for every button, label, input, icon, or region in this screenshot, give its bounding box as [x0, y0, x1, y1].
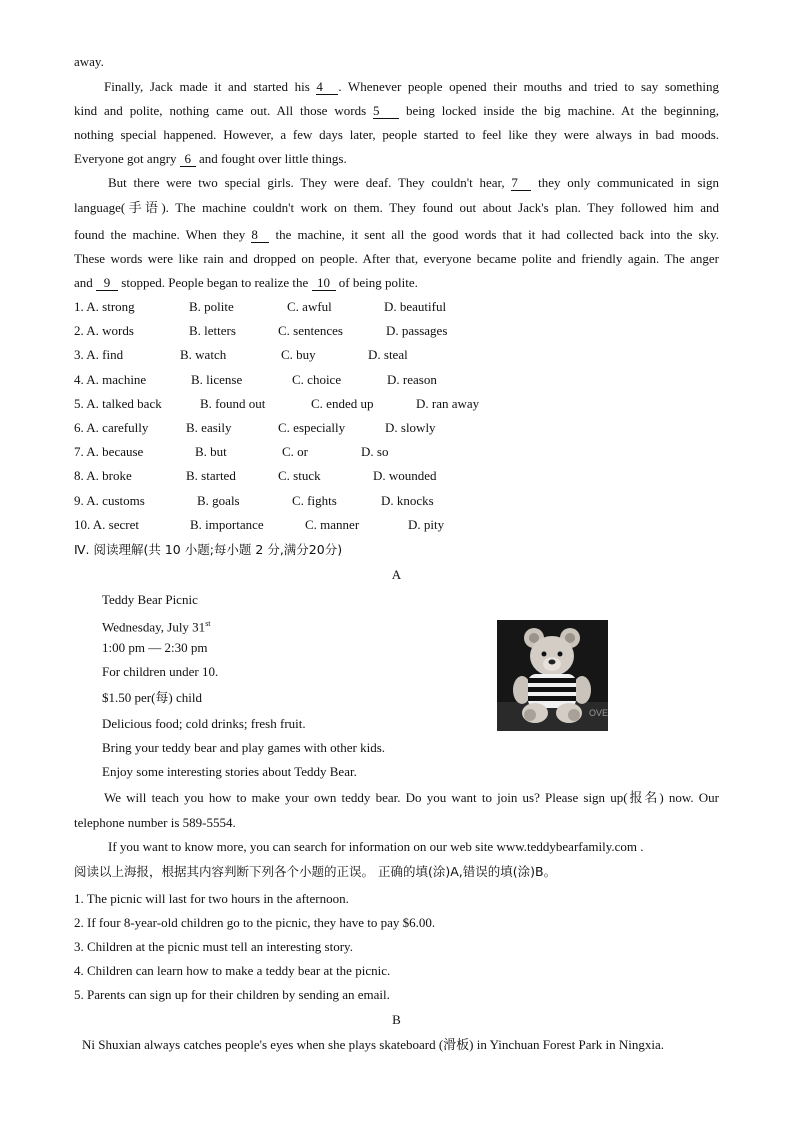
question-option-c: C. fights	[292, 492, 337, 508]
poster-enjoy: Enjoy some interesting stories about Teddy Bear.	[102, 764, 357, 779]
question-option-b: B. started	[186, 468, 236, 484]
instruction: 阅读以上海报，根据其内容判断下列各个小题的正误。 正确的填(涂)A,错误的填(涂)B。	[74, 864, 557, 879]
question-option-d: D. reason	[387, 371, 437, 387]
question-option-b: B. watch	[180, 347, 227, 363]
passage-b-line: Ni Shuxian always catches people's eyes when she plays skateboard (滑板) in Yinchuan Forest Park in Ningxia.	[82, 1037, 665, 1052]
question-option-a: 4. A. machine	[74, 371, 147, 387]
cloze-line: found the machine. When they 8 the machine, it sent all the good words that it had collected back into the sky.	[74, 227, 719, 242]
blank-8: 8	[251, 228, 269, 243]
poster-audience: For children under 10.	[102, 664, 219, 679]
question-option-d: D. beautiful	[384, 299, 447, 314]
question-option-a: 9. A. customs	[74, 492, 145, 508]
question-option-c: C. manner	[305, 516, 360, 532]
cloze-line: away.	[74, 54, 104, 69]
cloze-line: Everyone got angry 6 and fought over little things.	[74, 151, 347, 166]
question-option-b: B. found out	[200, 395, 266, 411]
question-option-a: 5. A. talked back	[74, 395, 162, 411]
question-option-c: C. sentences	[278, 323, 343, 339]
passage-a-body: We will teach you how to make your own teddy bear. Do you want to join us? Please sign up(报名) now. Our	[104, 790, 719, 805]
blank-7: 7	[511, 176, 531, 191]
question-option-d: D. knocks	[381, 492, 434, 508]
question-option-c: C. ended up	[311, 395, 374, 411]
question-option-a: 6. A. carefully	[74, 420, 149, 435]
cloze-line: But there were two special girls. They were deaf. They couldn't hear, 7 they only communicated in sign	[108, 175, 719, 190]
blank-5: 5	[373, 104, 399, 119]
question-option-a: 2. A. words	[74, 323, 134, 339]
poster-bring: Bring your teddy bear and play games with other kids.	[102, 740, 386, 755]
passage-a-body: telephone number is 589-5554.	[74, 815, 236, 830]
question-option-d: D. so	[361, 444, 389, 460]
question-option-d: D. pity	[408, 516, 445, 532]
photo-text: OVE	[589, 708, 608, 718]
question-option-d: D. wounded	[373, 468, 437, 484]
statement: 4. Children can learn how to make a teddy bear at the picnic.	[74, 963, 391, 978]
question-option-b: B. polite	[189, 299, 234, 314]
cloze-line: and 9 stopped. People began to realize the 10 of being polite.	[74, 275, 418, 290]
poster-price: $1.50 per(每) child	[102, 690, 203, 705]
teddy-bear-icon	[497, 620, 608, 731]
blank-4: 4	[316, 80, 338, 95]
question-option-b: B. license	[191, 371, 243, 387]
question-option-c: C. awful	[287, 299, 332, 314]
cloze-line: These words were like rain and dropped on people. After that, everyone became polite and friendly again. The anger	[74, 251, 719, 266]
poster-date: Wednesday, July 31st	[102, 619, 211, 635]
question-option-d: D. slowly	[385, 420, 436, 435]
question-option-c: C. buy	[281, 347, 316, 363]
poster-title: Teddy Bear Picnic	[102, 592, 198, 607]
blank-9: 9	[96, 276, 118, 291]
passage-b-label: B	[392, 1012, 401, 1027]
question-option-a: 10. A. secret	[74, 516, 139, 532]
blank-10: 10	[312, 276, 336, 291]
question-option-c: C. especially	[278, 420, 346, 435]
question-option-a: 3. A. find	[74, 347, 124, 363]
statement: 3. Children at the picnic must tell an interesting story.	[74, 939, 353, 954]
question-option-b: B. letters	[189, 323, 236, 339]
question-option-a: 1. A. strong	[74, 299, 135, 314]
passage-a-website: If you want to know more, you can search for information on our web site www.teddybearfamily.com .	[108, 839, 644, 854]
question-option-d: D. steal	[368, 347, 408, 363]
cloze-line: language(手语). The machine couldn't work on them. They found out about Jack's plan. They followed him and	[74, 200, 719, 215]
poster-time: 1:00 pm — 2:30 pm	[102, 640, 208, 655]
question-option-b: B. importance	[190, 516, 264, 532]
question-option-c: C. or	[282, 444, 308, 460]
poster-food: Delicious food; cold drinks; fresh fruit.	[102, 716, 306, 731]
statement: 1. The picnic will last for two hours in the afternoon.	[74, 891, 349, 906]
question-option-b: B. but	[195, 444, 227, 460]
question-option-d: D. passages	[386, 323, 448, 339]
question-option-c: C. stuck	[278, 468, 321, 484]
cloze-line: nothing special happened. However, a few days later, people started to feel like they were always in bad moods.	[74, 127, 719, 142]
passage-a-label: A	[391, 567, 402, 582]
question-option-b: B. goals	[197, 492, 240, 508]
question-option-d: D. ran away	[416, 395, 480, 411]
section-heading: Ⅳ. 阅读理解(共 10 小题;每小题 2 分,满分20分)	[74, 542, 343, 557]
question-option-c: C. choice	[292, 371, 342, 387]
question-option-a: 8. A. broke	[74, 468, 132, 484]
question-option-a: 7. A. because	[74, 444, 144, 460]
cloze-line: kind and polite, nothing came out. All those words 5 being locked inside the big machine. At the beginning,	[74, 103, 719, 118]
teddy-bear-photo	[497, 620, 608, 731]
cloze-line: Finally, Jack made it and started his 4 . Whenever people opened their mouths and tried to say something	[104, 79, 720, 94]
blank-6: 6	[180, 152, 196, 167]
question-option-b: B. easily	[186, 420, 232, 435]
statement: 5. Parents can sign up for their children by sending an email.	[74, 987, 390, 1002]
statement: 2. If four 8-year-old children go to the picnic, they have to pay $6.00.	[74, 915, 436, 930]
